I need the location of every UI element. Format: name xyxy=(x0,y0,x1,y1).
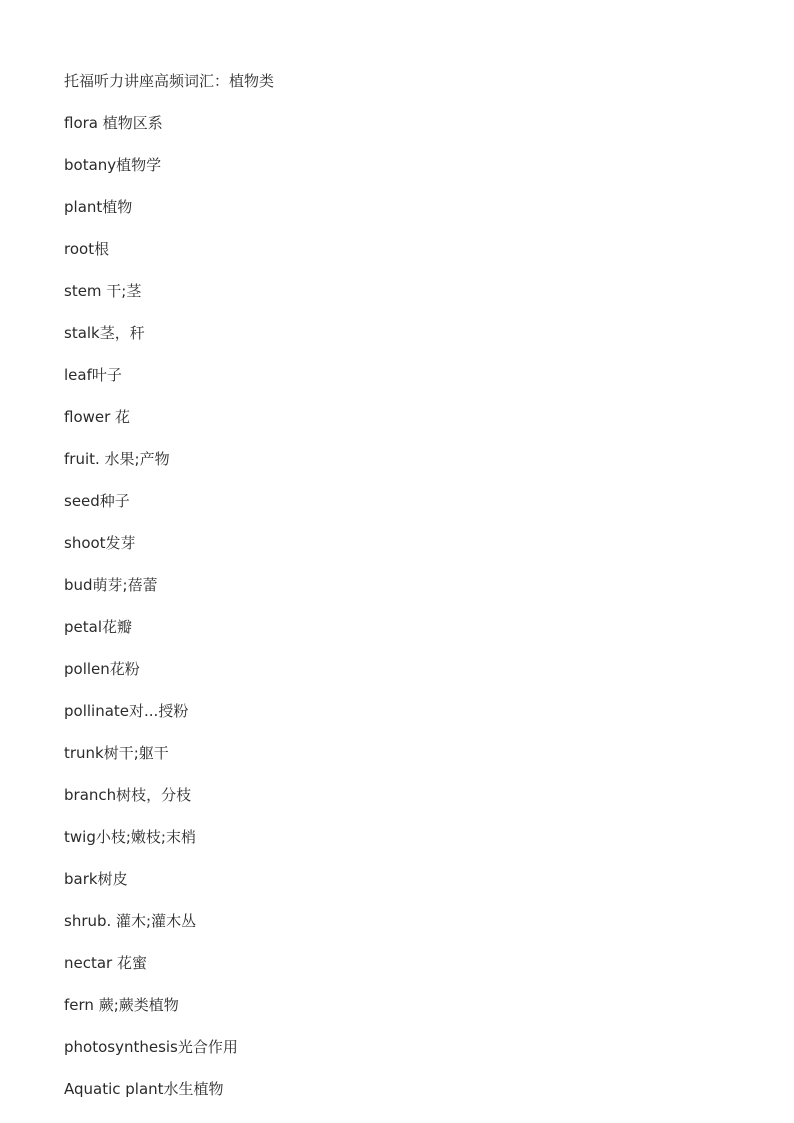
vocab-entry: botany植物学 xyxy=(64,156,162,174)
vocab-entry: plant植物 xyxy=(64,198,133,216)
vocab-entry: shrub. 灌木;灌木丛 xyxy=(64,912,197,930)
vocab-entry: branch树枝，分枝 xyxy=(64,786,192,804)
vocab-entry: fern 蕨;蕨类植物 xyxy=(64,996,179,1014)
vocab-entry: shoot发芽 xyxy=(64,534,136,552)
vocab-entry: flora 植物区系 xyxy=(64,114,163,132)
vocab-entry: seed种子 xyxy=(64,492,130,510)
vocab-entry: nectar 花蜜 xyxy=(64,954,147,972)
vocab-entry: bud萌芽;蓓蕾 xyxy=(64,576,158,594)
vocab-entry: pollen花粉 xyxy=(64,660,140,678)
document-title: 托福听力讲座高频词汇：植物类 xyxy=(64,72,275,90)
vocab-entry: stem 干;茎 xyxy=(64,282,142,300)
vocab-entry: pollinate对...授粉 xyxy=(64,702,189,720)
vocab-entry: Aquatic plant水生植物 xyxy=(64,1080,224,1098)
vocab-entry: trunk树干;躯干 xyxy=(64,744,169,762)
vocab-entry: flower 花 xyxy=(64,408,131,426)
vocab-entry: bark树皮 xyxy=(64,870,128,888)
vocab-entry: leaf叶子 xyxy=(64,366,122,384)
vocab-entry: petal花瓣 xyxy=(64,618,132,636)
vocab-entry: twig小枝;嫩枝;末梢 xyxy=(64,828,196,846)
vocab-entry: stalk茎，秆 xyxy=(64,324,145,342)
vocab-entry: photosynthesis光合作用 xyxy=(64,1038,238,1056)
vocab-entry: root根 xyxy=(64,240,110,258)
vocabulary-list xyxy=(64,112,238,1120)
vocab-entry: fruit. 水果;产物 xyxy=(64,450,170,468)
